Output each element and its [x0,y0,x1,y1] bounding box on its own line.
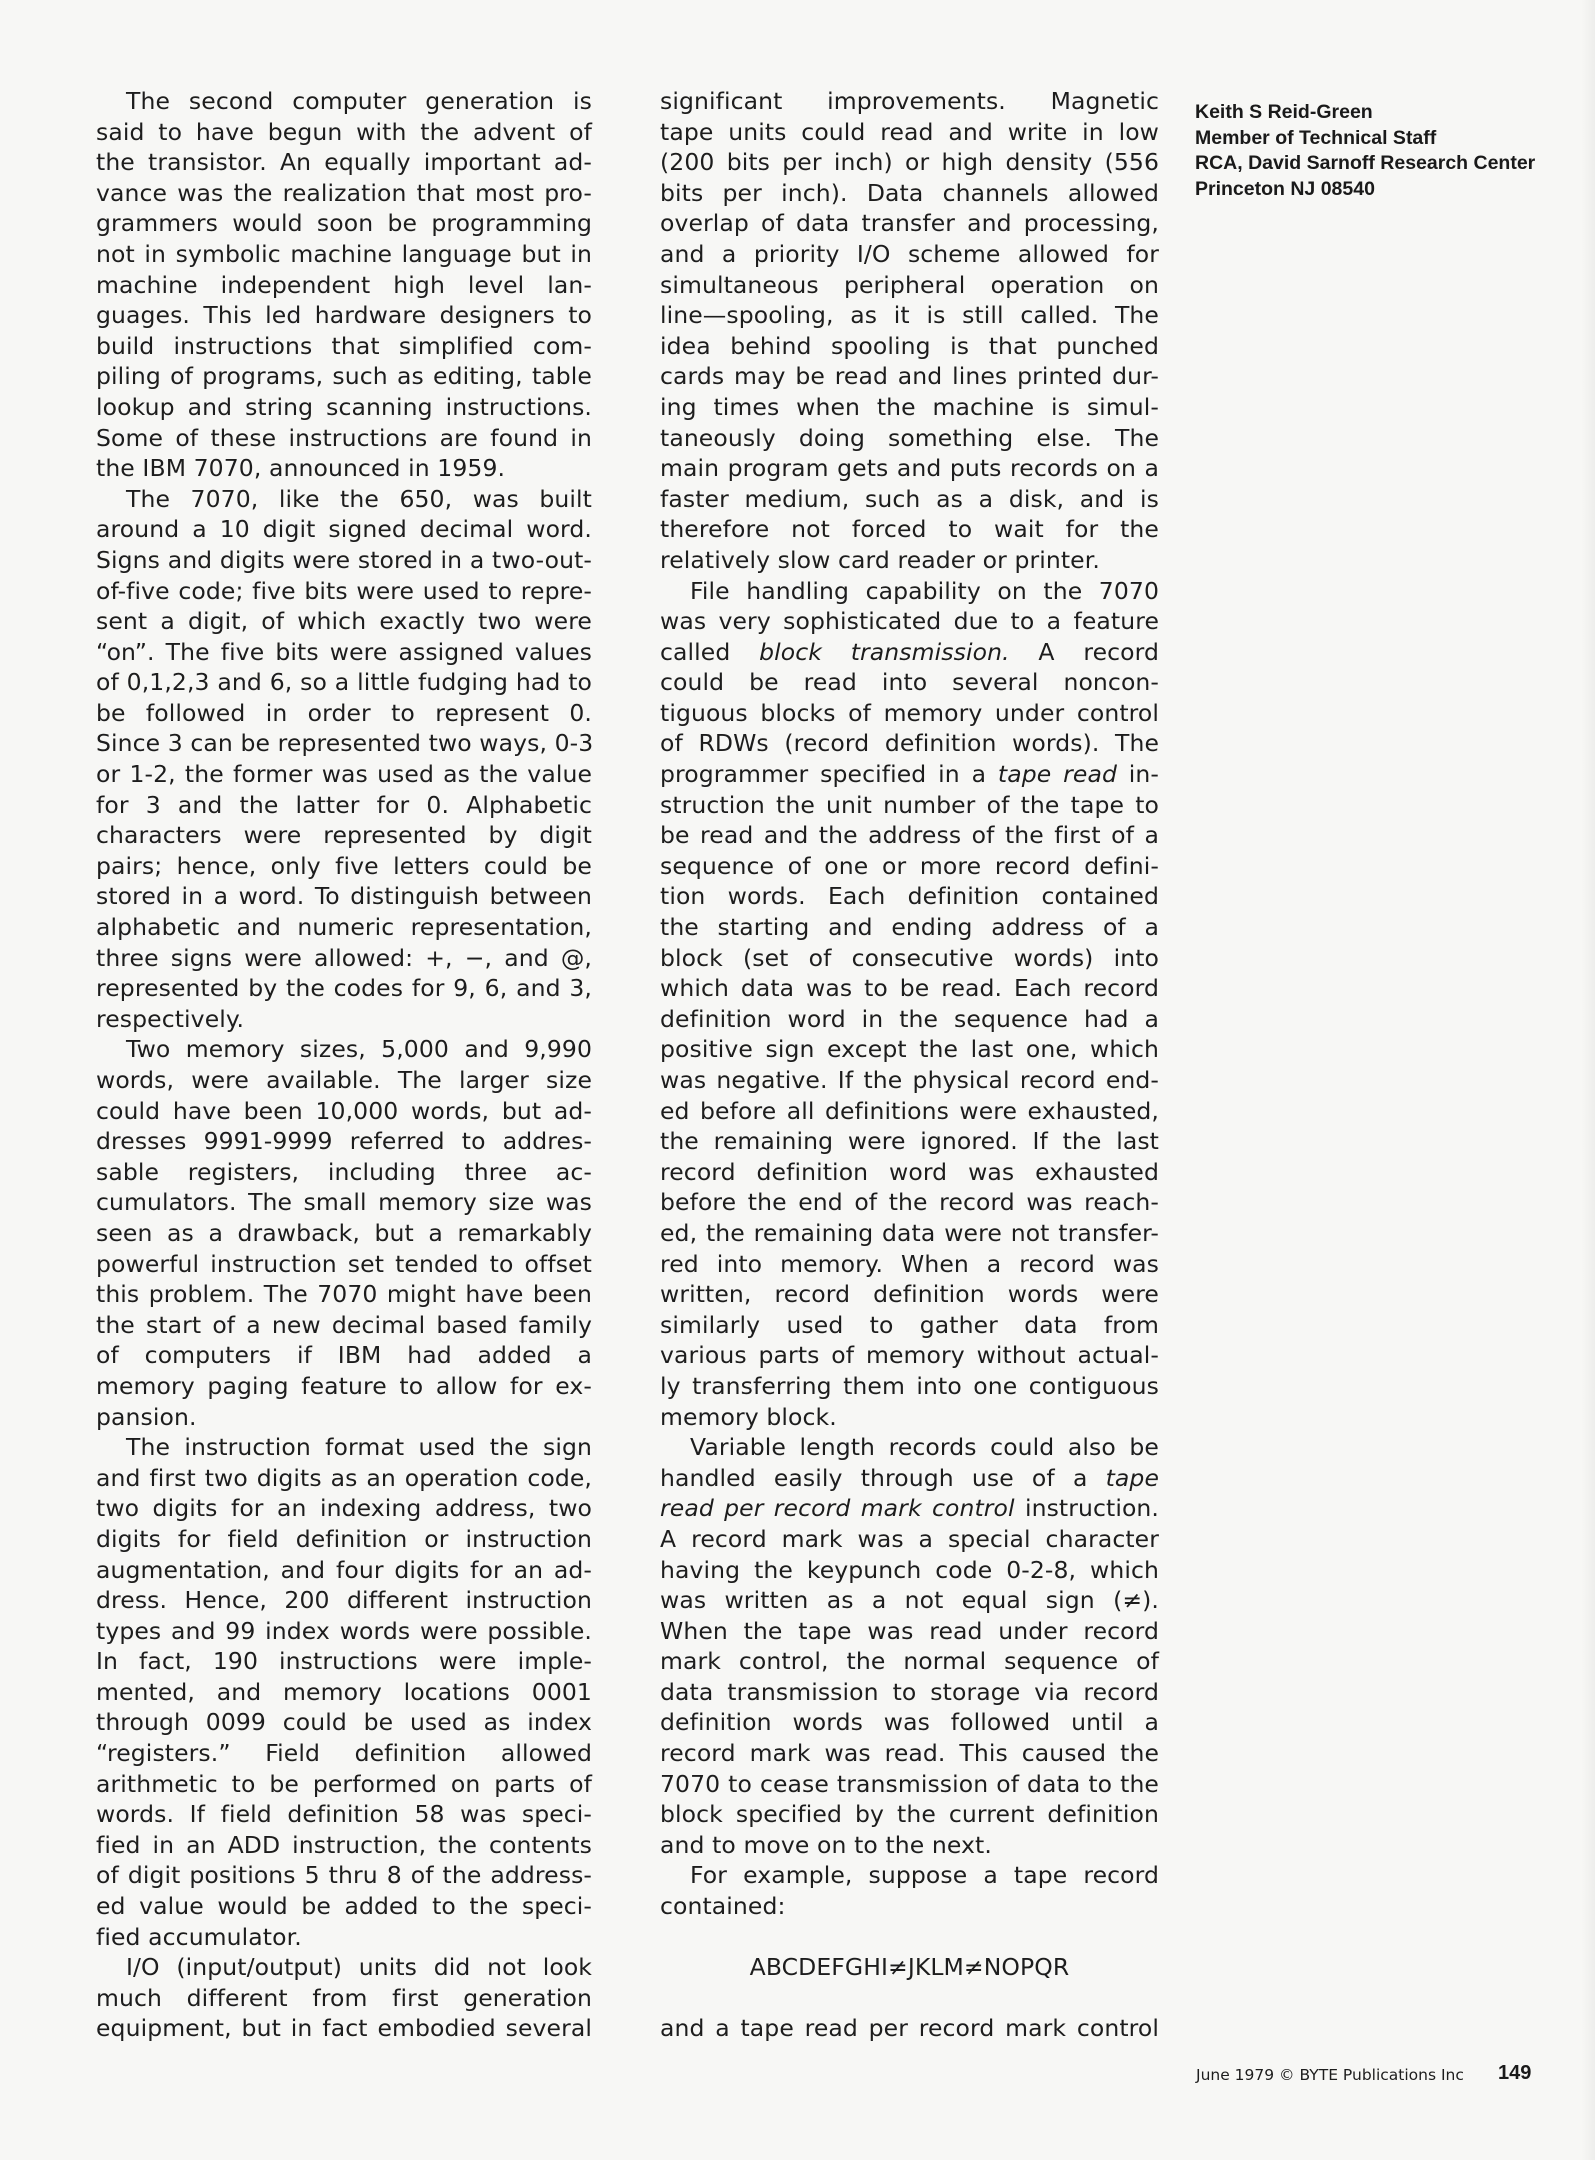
text-line: mark control, the normal sequence of [660,1647,1159,1676]
text-line: arithmetic to be performed on parts of [96,1769,592,1798]
text-line: ed, the remaining data were not transfer- [660,1218,1159,1247]
text-line: I/O (input/output) units did not look [126,1953,592,1982]
text-line: around a 10 digit signed decimal word. [96,515,592,544]
text-line: 7070 to cease transmission of data to the [660,1769,1159,1798]
text-line: grammers would soon be programming [96,209,592,238]
text-line: which data was to be read. Each record [660,974,1159,1003]
text-line: (200 bits per inch) or high density (556 [660,148,1159,177]
text-line: for 3 and the latter for 0. Alphabetic [96,790,592,819]
emphasis-text: tape read [997,760,1117,789]
text-line: was very sophisticated due to a feature [660,607,1159,636]
text-line: said to have begun with the advent of [96,117,592,146]
text-line: tiguous blocks of memory under control [660,698,1159,727]
text-line: powerful instruction set tended to offset [96,1249,592,1278]
text-line: memory paging feature to allow for ex- [96,1371,592,1400]
text-line: of computers if IBM had added a [96,1341,592,1370]
text-line: the starting and ending address of a [660,913,1159,942]
text-line: written, record definition words were [660,1280,1159,1309]
author-byline [1195,100,1535,202]
text-line: dresses 9991-9999 referred to addres- [96,1127,592,1156]
text-line: Some of these instructions are found in [96,423,592,452]
text-line: definition word in the sequence had a [660,1004,1159,1033]
text-line: sable registers, including three ac- [96,1157,592,1186]
text-line: the remaining were ignored. If the last [660,1127,1159,1156]
text-line: equipment, but in fact embodied several [96,2014,592,2043]
text-line: types and 99 index words were possible. [96,1616,592,1645]
text-line: words, were available. The larger size [96,1066,592,1094]
text-line: fied accumulator. [96,1922,302,1951]
text-line: overlap of data transfer and processing, [660,209,1159,238]
text-line: Signs and digits were stored in a two-out- [96,545,592,574]
text-line: struction the unit number of the tape to [660,790,1159,819]
text-line: cards may be read and lines printed dur- [660,362,1159,391]
text-line: pansion. [96,1402,197,1431]
page-edge-shadow [1581,0,1595,2160]
text-line: simultaneous peripheral operation on [660,270,1159,299]
text-line: ing times when the machine is simul- [660,392,1159,421]
text-line: The second computer generation is [126,87,592,115]
text-line: memory block. [660,1402,837,1431]
text-line: seen as a drawback, but a remarkably [96,1218,592,1247]
text-line: and a priority I/O scheme allowed for [660,239,1159,268]
text-line: therefore not forced to wait for the [660,515,1159,544]
text-line: guages. This led hardware designers to [96,301,592,330]
text-line: alphabetic and numeric representation, [96,913,592,942]
text-line: contained: [660,1892,786,1921]
text-line: and to move on to the next. [660,1830,992,1859]
author-name: Keith S Reid-Green [1195,101,1373,123]
text-line: piling of programs, such as editing, table [96,362,592,391]
text-line: bits per inch). Data channels allowed [660,178,1159,207]
blank-line [660,1983,1159,2014]
text-line: was written as a not equal sign (≠). [660,1586,1159,1615]
blank-line [660,1922,1159,1953]
text-line: various parts of memory without actual- [660,1341,1159,1370]
text-line: augmentation, and four digits for an ad- [96,1555,592,1584]
text-line: called block transmission. A record [660,637,1159,666]
text-line: the IBM 7070, announced in 1959. [96,454,506,483]
text-line: stored in a word. To distinguish between [96,882,592,911]
text-line: The instruction format used the sign [126,1433,592,1462]
text-line: block (set of consecutive words) into [660,943,1159,972]
text-line: digits for field definition or instruction [96,1524,592,1553]
text-line: In fact, 190 instructions were imple- [96,1647,592,1676]
text-line: faster medium, such as a disk, and is [660,484,1159,513]
text-line: the transistor. An equally important ad- [96,148,592,177]
text-line: read per record mark control instruction. [660,1494,1159,1523]
text-line: vance was the realization that most pro- [96,178,592,207]
text-line: be read and the address of the first of a [660,821,1159,850]
text-line: not in symbolic machine language but in [96,239,592,268]
text-line: tape units could read and write in low [660,117,1159,146]
text-line: could have been 10,000 words, but ad- [96,1096,592,1125]
text-line: much different from first generation [96,1983,592,2012]
text-line: could be read into several noncon- [660,668,1159,697]
text-line: fied in an ADD instruction, the contents [96,1830,592,1859]
text-line: main program gets and puts records on a [660,454,1159,483]
text-line: through 0099 could be used as index [96,1708,592,1737]
text-line: was negative. If the physical record end- [660,1066,1159,1094]
text-line: block specified by the current definition [660,1800,1159,1829]
emphasis-text: read per record mark control [660,1494,1015,1523]
text-line: “on”. The five bits were assigned values [96,637,592,666]
text-line: tion words. Each definition contained [660,882,1159,911]
text-line: characters were represented by digit [96,821,592,850]
example-record: ABCDEFGHI≠JKLM≠NOPQR [749,1953,1070,1982]
author-organization: RCA, David Sarnoff Research Center [1195,152,1536,174]
text-line: three signs were allowed: +, −, and @, [96,943,592,972]
author-location: Princeton NJ 08540 [1195,177,1375,200]
text-line: dress. Hence, 200 different instruction [96,1586,592,1615]
text-line: data transmission to storage via record [660,1677,1159,1706]
text-line: Variable length records could also be [690,1433,1159,1462]
text-line: having the keypunch code 0-2-8, which [660,1555,1159,1584]
text-line: or 1-2, the former was used as the value [96,760,592,789]
text-line: and a tape read per record mark control [660,2014,1159,2043]
text-line: cumulators. The small memory size was [96,1188,592,1217]
text-line: respectively. [96,1004,245,1033]
text-line: represented by the codes for 9, 6, and 3, [96,974,592,1003]
text-line: Since 3 can be represented two ways, 0-3 [96,729,594,758]
text-line: of 0,1,2,3 and 6, so a little fudging had to [96,668,592,697]
text-line: sent a digit, of which exactly two were [96,607,592,636]
text-line: words. If field definition 58 was speci- [96,1800,592,1829]
emphasis-text: block transmission. [759,637,1010,666]
text-line: before the end of the record was reach- [660,1188,1159,1217]
text-line: ed before all definitions were exhausted, [660,1096,1159,1125]
text-line: definition words was followed until a [660,1708,1159,1737]
text-line: mented, and memory locations 0001 [96,1677,592,1706]
text-line: relatively slow card reader or printer. [660,545,1100,574]
text-line: record mark was read. This caused the [660,1739,1159,1768]
page-number: 149 [1498,2062,1532,2084]
text-line: positive sign except the last one, which [660,1035,1159,1064]
text-line: of RDWs (record definition words). The [660,729,1159,758]
text-line: When the tape was read under record [660,1616,1159,1645]
text-line: of digit positions 5 thru 8 of the address- [96,1861,592,1890]
text-line: lookup and string scanning instructions. [96,392,592,421]
text-line: taneously doing something else. The [660,423,1159,452]
text-line: File handling capability on the 7070 [690,576,1159,605]
text-line: The 7070, like the 650, was built [126,484,592,513]
text-line: sequence of one or more record defini- [660,851,1159,880]
text-line: A record mark was a special character [660,1524,1159,1553]
text-line: this problem. The 7070 might have been [96,1280,592,1309]
text-line: two digits for an indexing address, two [96,1494,592,1523]
text-line: be followed in order to represent 0. [96,698,592,727]
footer-credit: June 1979 © BYTE Publications Inc [1196,2066,1464,2084]
text-line: and first two digits as an operation code, [96,1463,592,1492]
text-line: ly transferring them into one contiguous [660,1371,1159,1400]
text-line: similarly used to gather data from [660,1310,1159,1339]
text-line: ed value would be added to the speci- [96,1892,592,1921]
text-line: the start of a new decimal based family [96,1310,592,1339]
text-line: For example, suppose a tape record [690,1861,1159,1890]
text-line: handled easily through use of a tape [660,1463,1159,1492]
text-line: pairs; hence, only five letters could be [96,851,592,880]
text-line: red into memory. When a record was [660,1249,1159,1278]
text-line: Two memory sizes, 5,000 and 9,990 [126,1035,592,1064]
text-line: “registers.” Field definition allowed [96,1739,592,1768]
text-line: build instructions that simplified com- [96,331,592,360]
text-line: programmer specified in a tape read in- [660,760,1159,789]
text-line: significant improvements. Magnetic [660,87,1159,115]
article-column-middle [660,86,1159,2044]
emphasis-text: tape [1105,1463,1159,1492]
text-line: idea behind spooling is that punched [660,331,1159,360]
text-line: of-five code; five bits were used to repre- [96,576,592,605]
text-line: record definition word was exhausted [660,1157,1159,1186]
text-line: machine independent high level lan- [96,270,592,299]
text-line: line—spooling, as it is still called. The [660,301,1159,330]
author-title: Member of Technical Staff [1195,126,1437,149]
article-column-left [96,86,592,2044]
